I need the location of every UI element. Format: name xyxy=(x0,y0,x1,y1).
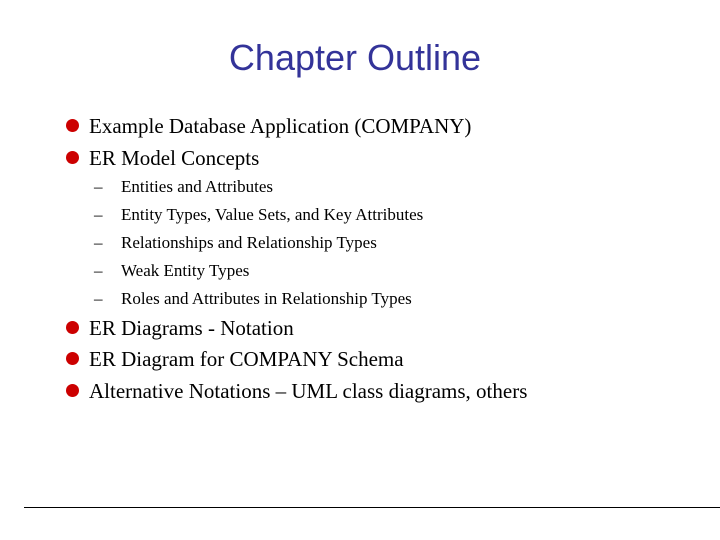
slide-title: Chapter Outline xyxy=(228,37,482,78)
dash-icon: – xyxy=(94,205,103,224)
bullet-text: Alternative Notations – UML class diagrams, others xyxy=(89,379,528,403)
bullet-dot-icon xyxy=(66,151,79,164)
sub-bullet-text: Relationships and Relationship Types xyxy=(121,233,377,252)
sub-bullet-text: Weak Entity Types xyxy=(121,261,250,280)
dash-icon: – xyxy=(94,261,103,280)
dash-icon: – xyxy=(94,289,103,308)
bullet-text: ER Model Concepts xyxy=(89,146,260,170)
dash-icon: – xyxy=(94,233,103,252)
bullet-dot-icon xyxy=(66,384,79,397)
bullet-dot-icon xyxy=(66,352,79,365)
bullet-dot-icon xyxy=(66,321,79,334)
sub-bullet-text: Entities and Attributes xyxy=(121,177,274,196)
bullet-text: ER Diagram for COMPANY Schema xyxy=(89,347,404,371)
dash-icon: – xyxy=(94,177,103,196)
bullet-dot-icon xyxy=(66,119,79,132)
footer-divider xyxy=(24,507,720,508)
sub-bullet-text: Entity Types, Value Sets, and Key Attributes xyxy=(121,205,424,224)
bullet-text: ER Diagrams - Notation xyxy=(89,316,294,340)
bullet-text: Example Database Application (COMPANY) xyxy=(89,114,472,138)
sub-bullet-text: Roles and Attributes in Relationship Types xyxy=(121,289,412,308)
